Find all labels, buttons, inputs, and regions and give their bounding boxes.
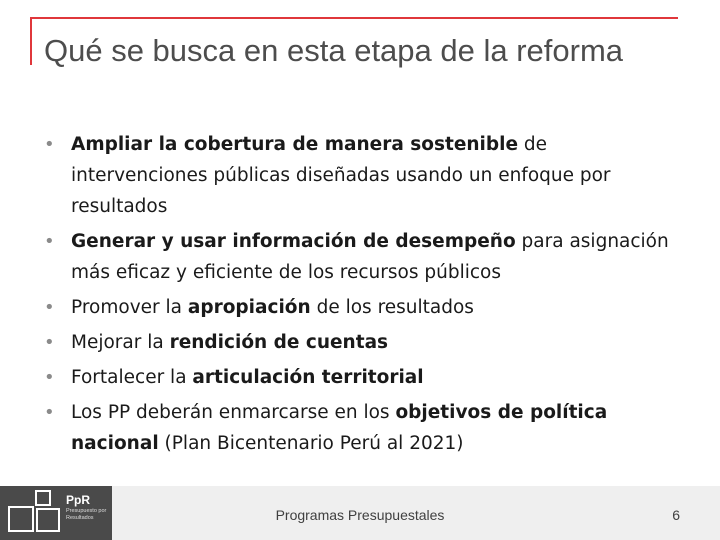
- slide-title: Qué se busca en esta etapa de la reforma: [44, 33, 624, 68]
- bullet-item: [44, 226, 684, 288]
- bullet-text: Fortalecer la: [71, 367, 193, 388]
- page-number: 6: [672, 507, 680, 523]
- bullet-text: Los PP deberán enmarcarse en los: [71, 402, 396, 423]
- bullet-dot-icon: •: [44, 134, 55, 155]
- bullet-text-bold: Generar y usar información de desempeño: [71, 231, 516, 252]
- bullet-item: [44, 327, 684, 358]
- bullet-item: [44, 362, 684, 393]
- bullet-text: para asignación más eficaz y eficiente de los recursos públicos: [71, 231, 669, 283]
- logo-square-top: [35, 490, 51, 506]
- bullet-text-bold: objetivos de política nacional: [71, 402, 608, 454]
- bullet-text: Mejorar la: [71, 332, 170, 353]
- title-frame-top-line: [30, 17, 678, 19]
- bullet-list: [44, 129, 684, 467]
- bullet-dot-icon: •: [44, 332, 55, 353]
- logo-text-main: PpR: [66, 493, 90, 507]
- bullet-dot-icon: •: [44, 231, 55, 252]
- bullet-text-bold: rendición de cuentas: [169, 332, 389, 353]
- bullet-item: [44, 129, 684, 222]
- footer-center-text: Programas Presupuestales: [275, 507, 445, 523]
- bullet-item: [44, 292, 684, 323]
- bullet-item: [44, 397, 684, 459]
- bullet-text: de los resultados: [310, 297, 474, 318]
- bullet-text-bold: articulación territorial: [192, 367, 424, 388]
- bullet-dot-icon: •: [44, 367, 55, 388]
- bullet-text: de intervenciones públicas diseñadas usando un enfoque por resultados: [71, 134, 611, 217]
- bullet-dot-icon: •: [44, 297, 55, 318]
- bullet-dot-icon: •: [44, 402, 55, 423]
- bullet-text: Promover la: [71, 297, 188, 318]
- bullet-text: (Plan Bicentenario Perú al 2021): [158, 433, 464, 454]
- bullet-text-bold: Ampliar la cobertura de manera sostenible: [71, 134, 519, 155]
- footer-bar: [0, 486, 720, 540]
- logo-text-sub: Presupuesto por Resultados: [66, 508, 107, 521]
- bullet-text-bold: apropiación: [187, 297, 311, 318]
- title-frame-left-line: [30, 17, 32, 65]
